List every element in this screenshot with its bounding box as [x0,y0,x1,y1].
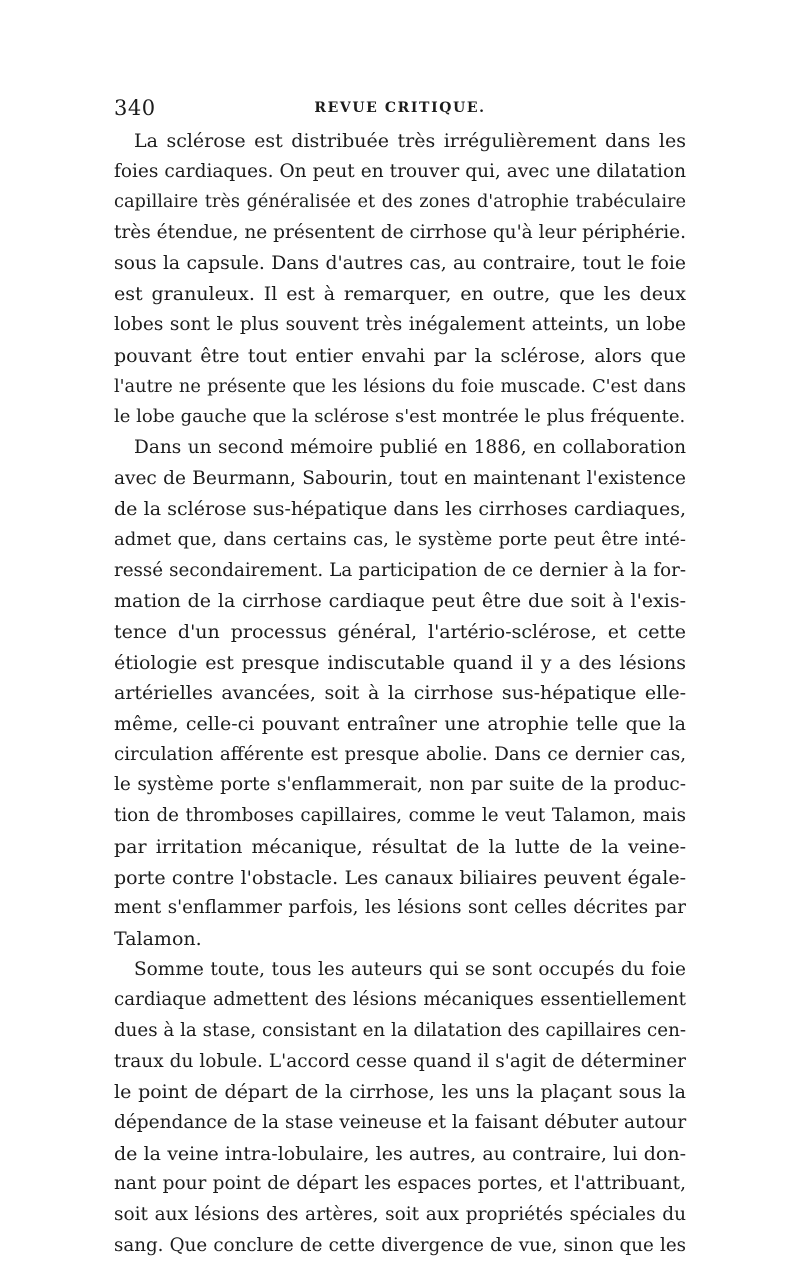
text-line: porte contre l'obstacle. Les canaux biliaires peuvent égale- [114,866,686,889]
text-line: traux du lobule. L'accord cesse quand il s'agit de déterminer [114,1050,686,1072]
text-line: admet que, dans certains cas, le système porte peut être inté- [114,528,686,550]
text-line: même, celle-ci pouvant entraîner une atrophie telle que la [114,713,686,736]
text-line: tion de thromboses capillaires, comme le veut Talamon, mais [114,805,686,827]
text-line: de la veine intra-lobulaire, les autres, au contraire, lui don- [114,1142,686,1165]
page-header [114,94,686,122]
body-text [114,126,686,1261]
text-line: circulation afférente est presque abolie. Dans ce dernier cas, [114,743,686,765]
text-line: le lobe gauche que la sclérose s'est montrée le plus fréquente. [114,406,686,428]
text-line: de la sclérose sus-hépatique dans les cirrhoses cardiaques, [114,498,686,521]
text-line: soit aux lésions des artères, soit aux propriétés spéciales du [114,1204,686,1226]
text-line: sous la capsule. Dans d'autres cas, au contraire, tout le foie [114,252,686,274]
text-line: dues à la stase, consistant en la dilatation des capillaires cen- [114,1019,686,1041]
text-line: le point de départ de la cirrhose, les uns la plaçant sous la [114,1081,686,1104]
text-line: Talamon. [114,927,202,950]
text-line: le système porte s'enflammerait, non par suite de la produc- [114,774,686,796]
text-line: est granuleux. Il est à remarquer, en outre, que les deux [114,283,686,306]
text-line: artérielles avancées, soit à la cirrhose sus-hépatique elle- [114,682,686,705]
text-line: par irritation mécanique, résultat de la lutte de la veine- [114,835,686,858]
text-line: Dans un second mémoire publié en 1886, en collaboration [134,436,686,458]
text-line: ressé secondairement. La participation de ce dernier à la for- [114,559,686,581]
text-line: ment s'enflammer parfois, les lésions sont celles décrites par [114,897,686,919]
running-head: REVUE CRITIQUE. [314,100,486,116]
text-line: capillaire très généralisée et des zones d'atrophie trabéculaire [114,192,686,213]
text-line: l'autre ne présente que les lésions du foie muscade. C'est dans [114,376,686,397]
text-line: très étendue, ne présentent de cirrhose qu'à leur périphérie. [114,222,686,244]
text-line: dépendance de la stase veineuse et la faisant débuter autour [114,1112,687,1133]
text-line: La sclérose est distribuée très irrégulièrement dans les [134,130,686,152]
text-line: nant pour point de départ les espaces portes, et l'attribuant, [114,1173,686,1195]
text-line: avec de Beurmann, Sabourin, tout en maintenant l'existence [114,467,686,489]
text-line: Somme toute, tous les auteurs qui se sont occupés du foie [134,958,686,980]
text-line: pouvant être tout entier envahi par la sclérose, alors que [114,344,686,367]
page-number: 340 [114,96,156,120]
text-line: lobes sont le plus souvent très inégalement atteints, un lobe [114,314,686,336]
text-line: sang. Que conclure de cette divergence de vue, sinon que les [114,1234,686,1256]
text-line: mation de la cirrhose cardiaque peut être due soit à l'exis- [114,590,686,613]
text-line: tence d'un processus général, l'artério-sclérose, et cette [114,621,686,643]
text-line: foies cardiaques. On peut en trouver qui, avec une dilatation [114,160,686,182]
text-line: étiologie est presque indiscutable quand il y a des lésions [114,651,686,674]
text-line: cardiaque admettent des lésions mécaniques essentiellement [114,989,686,1011]
